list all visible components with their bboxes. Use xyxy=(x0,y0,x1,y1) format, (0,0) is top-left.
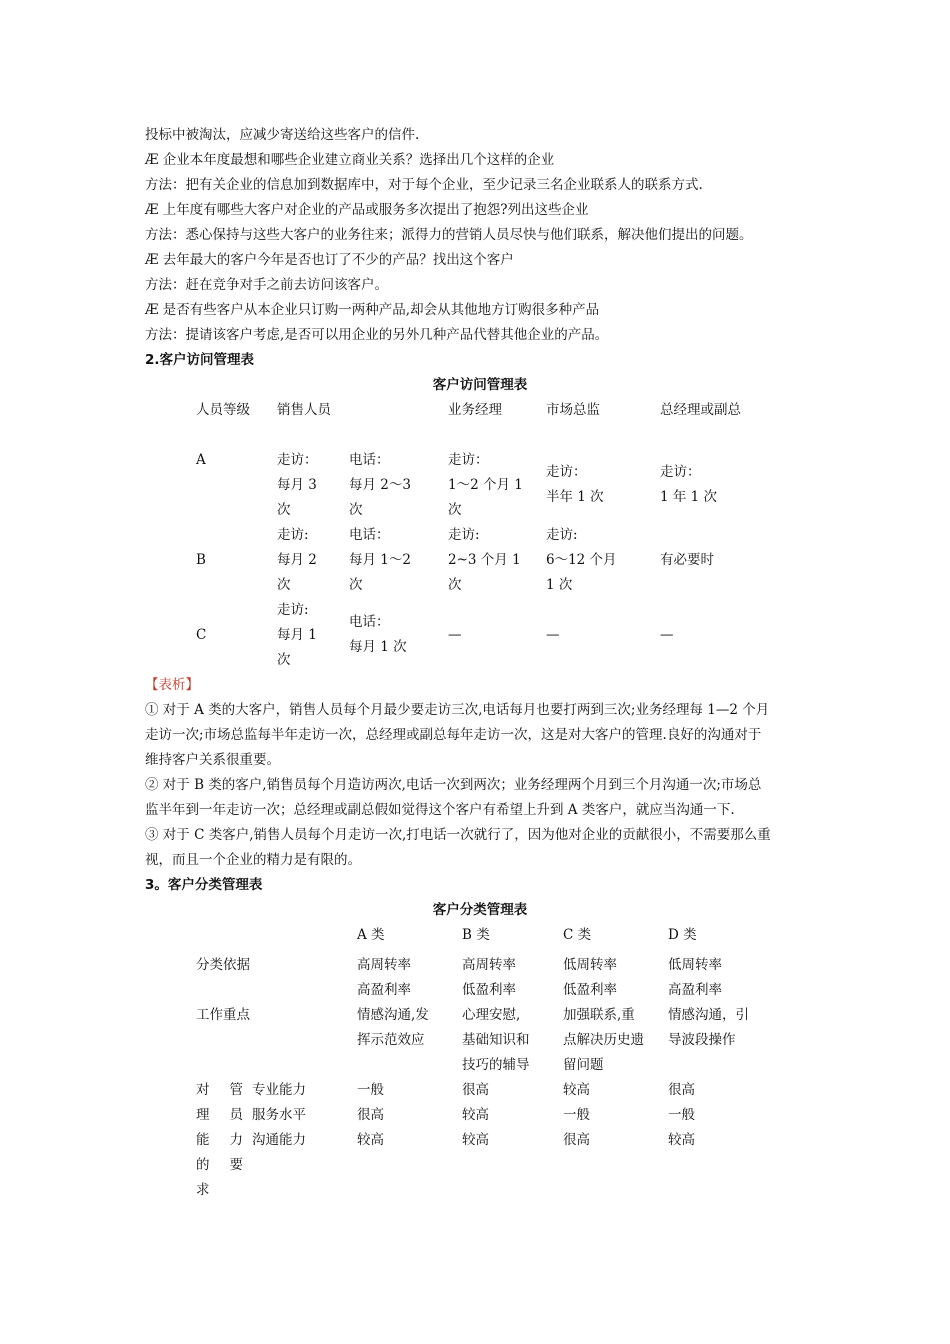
table-cell: 低周转率 高盈利率 xyxy=(668,957,722,998)
analysis-line: 监半年到一年走访一次；总经理或副总假如觉得这个客户有希望上升到 A 类客户，就应当沟通一下. xyxy=(145,802,735,818)
table-cell: 情感沟通，引 导波段操作 xyxy=(668,1007,749,1048)
table-cell: 高周转率 低盈利率 xyxy=(462,957,516,998)
analysis-line: ① 对于 A 类的大客户，销售人员每个月最少要走访三次,电话每月也要打两到三次;业务经理每 1—2 个月 xyxy=(145,702,770,718)
table-cell: 低周转率 低盈利率 xyxy=(563,957,617,998)
column-header: 人员等级 xyxy=(196,402,250,418)
section-heading: 3。客户分类管理表 xyxy=(145,877,263,893)
grade-label: C xyxy=(196,627,207,643)
table-cell: 有必要时 xyxy=(660,552,714,568)
requirement-labels: 专业能力 服务水平 沟通能力 xyxy=(252,1082,306,1148)
table-cell: 加强联系,重 点解决历史遗 留问题 xyxy=(563,1007,644,1073)
grade-label: B xyxy=(196,552,206,568)
table-cell: 电话： 每月 1～2 次 xyxy=(349,527,411,593)
table-caption: 客户分类管理表 xyxy=(432,902,528,918)
analysis-line: 维持客户关系很重要。 xyxy=(145,752,280,768)
section-heading: 2.客户访问管理表 xyxy=(145,352,255,368)
table-cell: 心理安慰, 基础知识和 技巧的辅导 xyxy=(462,1007,530,1073)
table-caption: 客户访问管理表 xyxy=(432,377,528,393)
analysis-label: 【表析】 xyxy=(145,677,199,693)
table-cell: 走访: 每月 1 次 xyxy=(277,602,317,668)
column-header: A 类 xyxy=(357,927,385,943)
table-cell: 走访： 1～2 个月 1 次 xyxy=(448,452,523,518)
analysis-text xyxy=(145,698,815,873)
analysis-line: ③ 对于 C 类客户,销售人员每个月走访一次,打电话一次就行了，因为他对企业的贡献很小，不需要那么重 xyxy=(145,827,771,843)
classification-table xyxy=(145,923,815,1223)
intro-line: 投标中被淘汰，应减少寄送给这些客户的信件. xyxy=(145,127,420,143)
column-header: D 类 xyxy=(668,927,697,943)
row-label: 分类依据 xyxy=(196,957,250,973)
analysis-line: 视，而且一个企业的精力是有限的。 xyxy=(145,852,361,868)
table-cell: — xyxy=(546,627,560,643)
column-header: 市场总监 xyxy=(546,402,600,418)
table-cell: 走访： 半年 1 次 xyxy=(546,464,604,505)
document-page xyxy=(145,123,815,1223)
table-cell: 走访: 2~3 个月 1 次 xyxy=(448,527,521,593)
column-header: B 类 xyxy=(462,927,490,943)
intro-question: Æ 是否有些客户从本企业只订购一两种产品,却会从其他地方订购很多种产品 xyxy=(145,302,600,318)
intro-method: 方法：提请该客户考虑,是否可以用企业的另外几种产品代替其他企业的产品。 xyxy=(145,327,609,343)
intro-question: Æ 去年最大的客户今年是否也订了不少的产品？找出这个客户 xyxy=(145,252,514,268)
table-cell: 很高 一般 较高 xyxy=(668,1082,695,1148)
table-cell: 很高 较高 较高 xyxy=(462,1082,489,1148)
intro-method: 方法：把有关企业的信息加到数据库中，对于每个企业，至少记录三名企业联系人的联系方式. xyxy=(145,177,703,193)
table-cell: 走访： 1 年 1 次 xyxy=(660,464,718,505)
analysis-line: ② 对于 B 类的客户,销售员每个月造访两次,电话一次到两次；业务经理两个月到三个月沟通一次;市场总 xyxy=(145,777,762,793)
requirements-label: 对 管 理 员 能 力 的 要 求 xyxy=(196,1082,243,1198)
column-header: C 类 xyxy=(563,927,592,943)
intro-question: Æ 上年度有哪些大客户对企业的产品或服务多次提出了抱怨?列出这些企业 xyxy=(145,202,589,218)
table-cell: — xyxy=(448,627,462,643)
table-cell: 走访: 6～12 个月 1 次 xyxy=(546,527,617,593)
row-label: 工作重点 xyxy=(196,1007,250,1023)
intro-method: 方法：悉心保持与这些大客户的业务往来；派得力的营销人员尽快与他们联系，解决他们提出的问题。 xyxy=(145,227,753,243)
analysis-line: 走访一次;市场总监每半年走访一次，总经理或副总每年走访一次，这是对大客户的管理.良好的沟通对于 xyxy=(145,727,762,743)
table-cell: 电话： 每月 1 次 xyxy=(349,614,407,655)
column-header: 业务经理 xyxy=(448,402,502,418)
table-cell: 走访： 每月 3 次 xyxy=(277,452,318,518)
intro-text xyxy=(145,123,815,348)
table-cell: 电话： 每月 2～3 次 xyxy=(349,452,411,518)
table-cell: — xyxy=(660,627,674,643)
table-cell: 情感沟通,发 挥示范效应 xyxy=(357,1007,429,1048)
visit-table xyxy=(145,398,815,673)
table-cell: 走访: 每月 2 次 xyxy=(277,527,317,593)
column-header: 总经理或副总 xyxy=(660,402,741,418)
intro-question: Æ 企业本年度最想和哪些企业建立商业关系？选择出几个这样的企业 xyxy=(145,152,555,168)
table-cell: 较高 一般 很高 xyxy=(563,1082,590,1148)
table-cell: 一般 很高 较高 xyxy=(357,1082,384,1148)
intro-method: 方法：赶在竞争对手之前去访问该客户。 xyxy=(145,277,388,293)
grade-label: A xyxy=(196,452,206,468)
table-cell: 高周转率 高盈利率 xyxy=(357,957,411,998)
column-header: 销售人员 xyxy=(277,402,331,418)
